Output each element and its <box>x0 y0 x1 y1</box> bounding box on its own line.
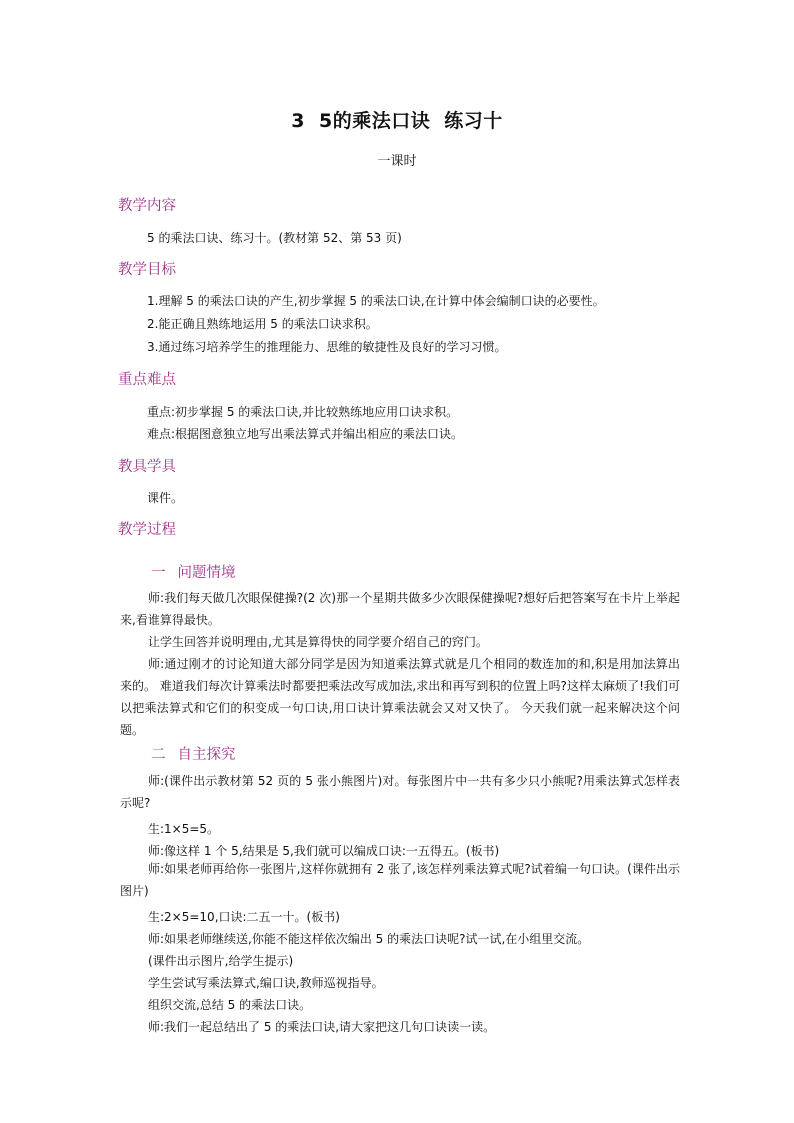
paragraph: 师:通过刚才的讨论知道大部分同学是因为知道乘法算式就是几个相同的数连加的和,积是用加法算出来的。 难道我们每次计算乘法时都要把乘法改写成加法,求出和再写到积的位置上吗?这样太麻烦了!我们可以把乘法算式和它们的积变成一句口诀,用口诀计算乘法就会又对又快了。 今天我们就一起来解决这个问题。 <box>120 657 680 737</box>
key-point-item: 重点:初步掌握 5 的乘法口诀,并比较熟练地应用口诀求积。 <box>147 405 459 419</box>
paragraph: 师:(课件出示教材第 52 页的 5 张小熊图片)对。每张图片中一共有多少只小熊呢?用乘法算式怎样表示呢? <box>120 774 680 810</box>
line-text: 生:1×5=5。 <box>148 822 220 836</box>
subheading-self-exploration <box>151 743 236 764</box>
lesson-title: 5的乘法口诀 <box>318 110 431 132</box>
line-text: 师:像这样 1 个 5,结果是 5,我们就可以编成口诀:一五得五。(板书) <box>148 844 500 858</box>
page-title <box>0 106 794 133</box>
subheading-index: 二 <box>151 747 166 763</box>
line-text: 师:如果老师继续送,你能不能这样依次编出 5 的乘法口诀呢?试一试,在小组里交流。 <box>148 932 590 946</box>
heading-goals: 教学目标 <box>118 262 176 278</box>
line-text: (课件出示图片,给学生提示) <box>148 954 294 968</box>
paragraph: 师:如果老师再给你一张图片,这样你就拥有 2 张了,该怎样列乘法算式呢?试着编一句口诀。(课件出示图片) <box>120 862 680 898</box>
line-text: 学生尝试写乘法算式,编口诀,教师巡视指导。 <box>148 976 384 990</box>
line-text: 组织交流,总结 5 的乘法口诀。 <box>148 998 312 1012</box>
line-text: 生:2×5=10,口诀:二五一十。(板书) <box>148 910 340 924</box>
tools-text: 课件。 <box>147 491 184 505</box>
paragraph: 师:我们每天做几次眼保健操?(2 次)那一个星期共做多少次眼保健操呢?想好后把答案写在卡片上举起来,看谁算得最快。 <box>120 591 680 627</box>
goal-item: 2.能正确且熟练地运用 5 的乘法口诀求积。 <box>147 317 378 331</box>
lesson-number: 3 <box>291 110 305 132</box>
line-text: 师:我们一起总结出了 5 的乘法口诀,请大家把这几句口诀读一读。 <box>148 1020 496 1034</box>
goal-item: 3.通过练习培养学生的推理能力、思维的敏捷性及良好的学习习惯。 <box>147 340 507 354</box>
heading-content: 教学内容 <box>118 198 176 214</box>
key-point-item: 难点:根据图意独立地写出乘法算式并编出相应的乘法口诀。 <box>147 427 464 441</box>
lesson-period: 一课时 <box>377 154 417 169</box>
heading-key-points: 重点难点 <box>118 372 176 388</box>
heading-tools: 教具学具 <box>118 459 176 475</box>
lesson-exercise: 练习十 <box>444 110 503 132</box>
goal-item: 1.理解 5 的乘法口诀的产生,初步掌握 5 的乘法口诀,在计算中体会编制口诀的必要性。 <box>147 294 605 308</box>
paragraph: 让学生回答并说明理由,尤其是算得快的同学要介绍自己的窍门。 <box>148 635 488 649</box>
subheading-label: 自主探究 <box>177 747 236 763</box>
subheading-problem-situation <box>151 561 236 582</box>
subheading-label: 问题情境 <box>177 565 236 581</box>
content-text: 5 的乘法口诀、练习十。(教材第 52、第 53 页) <box>147 231 402 245</box>
heading-process: 教学过程 <box>118 522 176 538</box>
subheading-index: 一 <box>151 565 166 581</box>
